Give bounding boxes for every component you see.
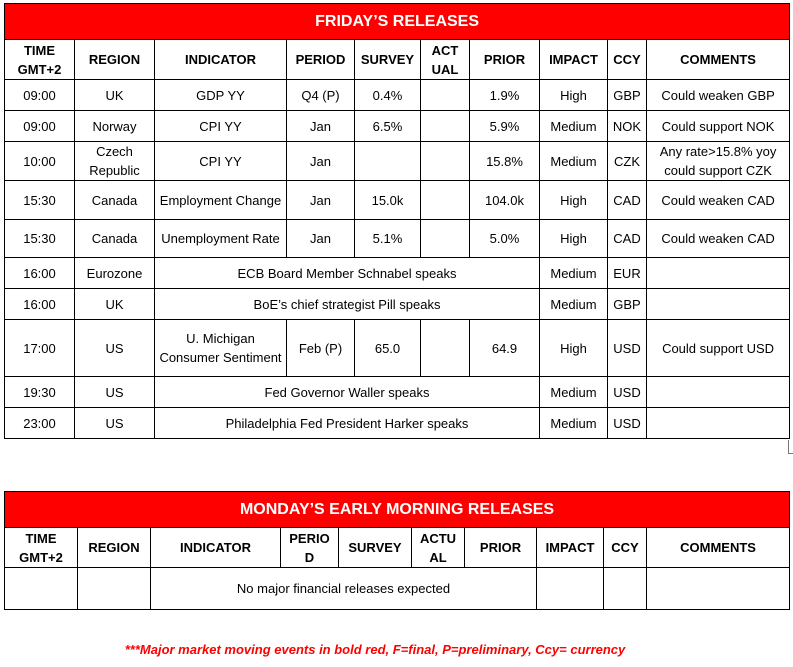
cell-period: Feb (P) [287, 320, 355, 377]
cell-period: Jan [287, 181, 355, 220]
cell-event: Fed Governor Waller speaks [155, 377, 540, 408]
header-actual: ACTU AL [412, 528, 465, 568]
cell-time: 09:00 [5, 111, 75, 142]
cell-indicator: CPI YY [155, 142, 287, 181]
cell-ccy: GBP [608, 289, 647, 320]
cell-survey [355, 142, 421, 181]
cell-survey: 15.0k [355, 181, 421, 220]
cell-indicator: CPI YY [155, 111, 287, 142]
cell-impact: High [540, 80, 608, 111]
table-row [5, 220, 790, 258]
cell-region: US [75, 377, 155, 408]
cell-event: Philadelphia Fed President Harker speaks [155, 408, 540, 439]
cell-comments: Could weaken GBP [647, 80, 790, 111]
friday-title: FRIDAY’S RELEASES [5, 4, 790, 40]
cell-ccy: USD [608, 408, 647, 439]
cell-region: Eurozone [75, 258, 155, 289]
cell-prior: 64.9 [470, 320, 540, 377]
cell-actual [421, 80, 470, 111]
cell-region [78, 568, 151, 610]
cell-actual [421, 111, 470, 142]
header-survey: SURVEY [339, 528, 412, 568]
cell-comments: Could support USD [647, 320, 790, 377]
cell-region: US [75, 320, 155, 377]
cell-period: Jan [287, 220, 355, 258]
footnote: ***Major market moving events in bold red, F=final, P=preliminary, Ccy= currency [124, 642, 626, 657]
cell-time: 17:00 [5, 320, 75, 377]
cell-time: 23:00 [5, 408, 75, 439]
cell-survey: 5.1% [355, 220, 421, 258]
cell-time: 15:30 [5, 181, 75, 220]
cell-survey: 0.4% [355, 80, 421, 111]
header-ccy: CCY [604, 528, 647, 568]
cell-indicator: Unemployment Rate [155, 220, 287, 258]
header-period: PERIO D [281, 528, 339, 568]
cell-comments: Could weaken CAD [647, 181, 790, 220]
cell-indicator: Employment Change [155, 181, 287, 220]
cell-ccy: EUR [608, 258, 647, 289]
cell-ccy: USD [608, 320, 647, 377]
cell-prior: 1.9% [470, 80, 540, 111]
cell-region: Norway [75, 111, 155, 142]
header-comments: COMMENTS [647, 528, 790, 568]
cell-time: 15:30 [5, 220, 75, 258]
header-time: TIME GMT+2 [5, 528, 78, 568]
cell-comments: Any rate>15.8% yoy could support CZK [647, 142, 790, 181]
cell-impact: Medium [540, 258, 608, 289]
cell-ccy: CAD [608, 220, 647, 258]
table-row [5, 111, 790, 142]
header-region: REGION [75, 40, 155, 80]
no-releases-message: No major financial releases expected [151, 568, 537, 610]
header-period: PERIOD [287, 40, 355, 80]
cell-comments [647, 377, 790, 408]
header-ccy: CCY [608, 40, 647, 80]
cell-time: 16:00 [5, 289, 75, 320]
table-row [5, 568, 790, 610]
cell-time [5, 568, 78, 610]
header-region: REGION [78, 528, 151, 568]
cell-time: 19:30 [5, 377, 75, 408]
cell-region: Canada [75, 181, 155, 220]
header-comments: COMMENTS [647, 40, 790, 80]
cell-indicator: GDP YY [155, 80, 287, 111]
table-row [5, 258, 790, 289]
header-impact: IMPACT [540, 40, 608, 80]
cell-region: UK [75, 80, 155, 111]
cell-region: UK [75, 289, 155, 320]
cell-comments [647, 408, 790, 439]
cell-comments: Could support NOK [647, 111, 790, 142]
header-prior: PRIOR [465, 528, 537, 568]
cell-comments [647, 568, 790, 610]
cell-actual [421, 220, 470, 258]
table-row [5, 181, 790, 220]
cell-survey: 6.5% [355, 111, 421, 142]
header-survey: SURVEY [355, 40, 421, 80]
cell-region: Canada [75, 220, 155, 258]
header-actual: ACT UAL [421, 40, 470, 80]
cell-period: Jan [287, 111, 355, 142]
table-edge-marker [788, 440, 793, 454]
cell-survey: 65.0 [355, 320, 421, 377]
monday-releases-table [4, 491, 790, 610]
header-prior: PRIOR [470, 40, 540, 80]
header-indicator: INDICATOR [155, 40, 287, 80]
header-time: TIME GMT+2 [5, 40, 75, 80]
cell-region: US [75, 408, 155, 439]
cell-ccy: CAD [608, 181, 647, 220]
cell-indicator: U. Michigan Consumer Sentiment [155, 320, 287, 377]
table-row [5, 142, 790, 181]
cell-impact [537, 568, 604, 610]
cell-prior: 15.8% [470, 142, 540, 181]
cell-comments: Could weaken CAD [647, 220, 790, 258]
monday-title: MONDAY’S EARLY MORNING RELEASES [5, 492, 790, 528]
table-row [5, 377, 790, 408]
cell-region: Czech Republic [75, 142, 155, 181]
cell-comments [647, 289, 790, 320]
cell-time: 10:00 [5, 142, 75, 181]
cell-impact: Medium [540, 377, 608, 408]
cell-ccy [604, 568, 647, 610]
cell-actual [421, 320, 470, 377]
cell-period: Jan [287, 142, 355, 181]
cell-time: 16:00 [5, 258, 75, 289]
cell-ccy: NOK [608, 111, 647, 142]
table-row [5, 320, 790, 377]
cell-event: ECB Board Member Schnabel speaks [155, 258, 540, 289]
cell-actual [421, 142, 470, 181]
cell-event: BoE’s chief strategist Pill speaks [155, 289, 540, 320]
cell-comments [647, 258, 790, 289]
cell-impact: Medium [540, 142, 608, 181]
friday-releases-table [4, 3, 790, 439]
header-impact: IMPACT [537, 528, 604, 568]
cell-actual [421, 181, 470, 220]
cell-impact: Medium [540, 408, 608, 439]
table-row [5, 80, 790, 111]
cell-impact: High [540, 181, 608, 220]
cell-prior: 5.9% [470, 111, 540, 142]
table-row [5, 289, 790, 320]
cell-prior: 5.0% [470, 220, 540, 258]
cell-impact: High [540, 220, 608, 258]
cell-impact: Medium [540, 111, 608, 142]
cell-ccy: CZK [608, 142, 647, 181]
cell-period: Q4 (P) [287, 80, 355, 111]
cell-time: 09:00 [5, 80, 75, 111]
cell-prior: 104.0k [470, 181, 540, 220]
table-row [5, 408, 790, 439]
cell-ccy: GBP [608, 80, 647, 111]
cell-impact: Medium [540, 289, 608, 320]
cell-impact: High [540, 320, 608, 377]
header-indicator: INDICATOR [151, 528, 281, 568]
cell-ccy: USD [608, 377, 647, 408]
